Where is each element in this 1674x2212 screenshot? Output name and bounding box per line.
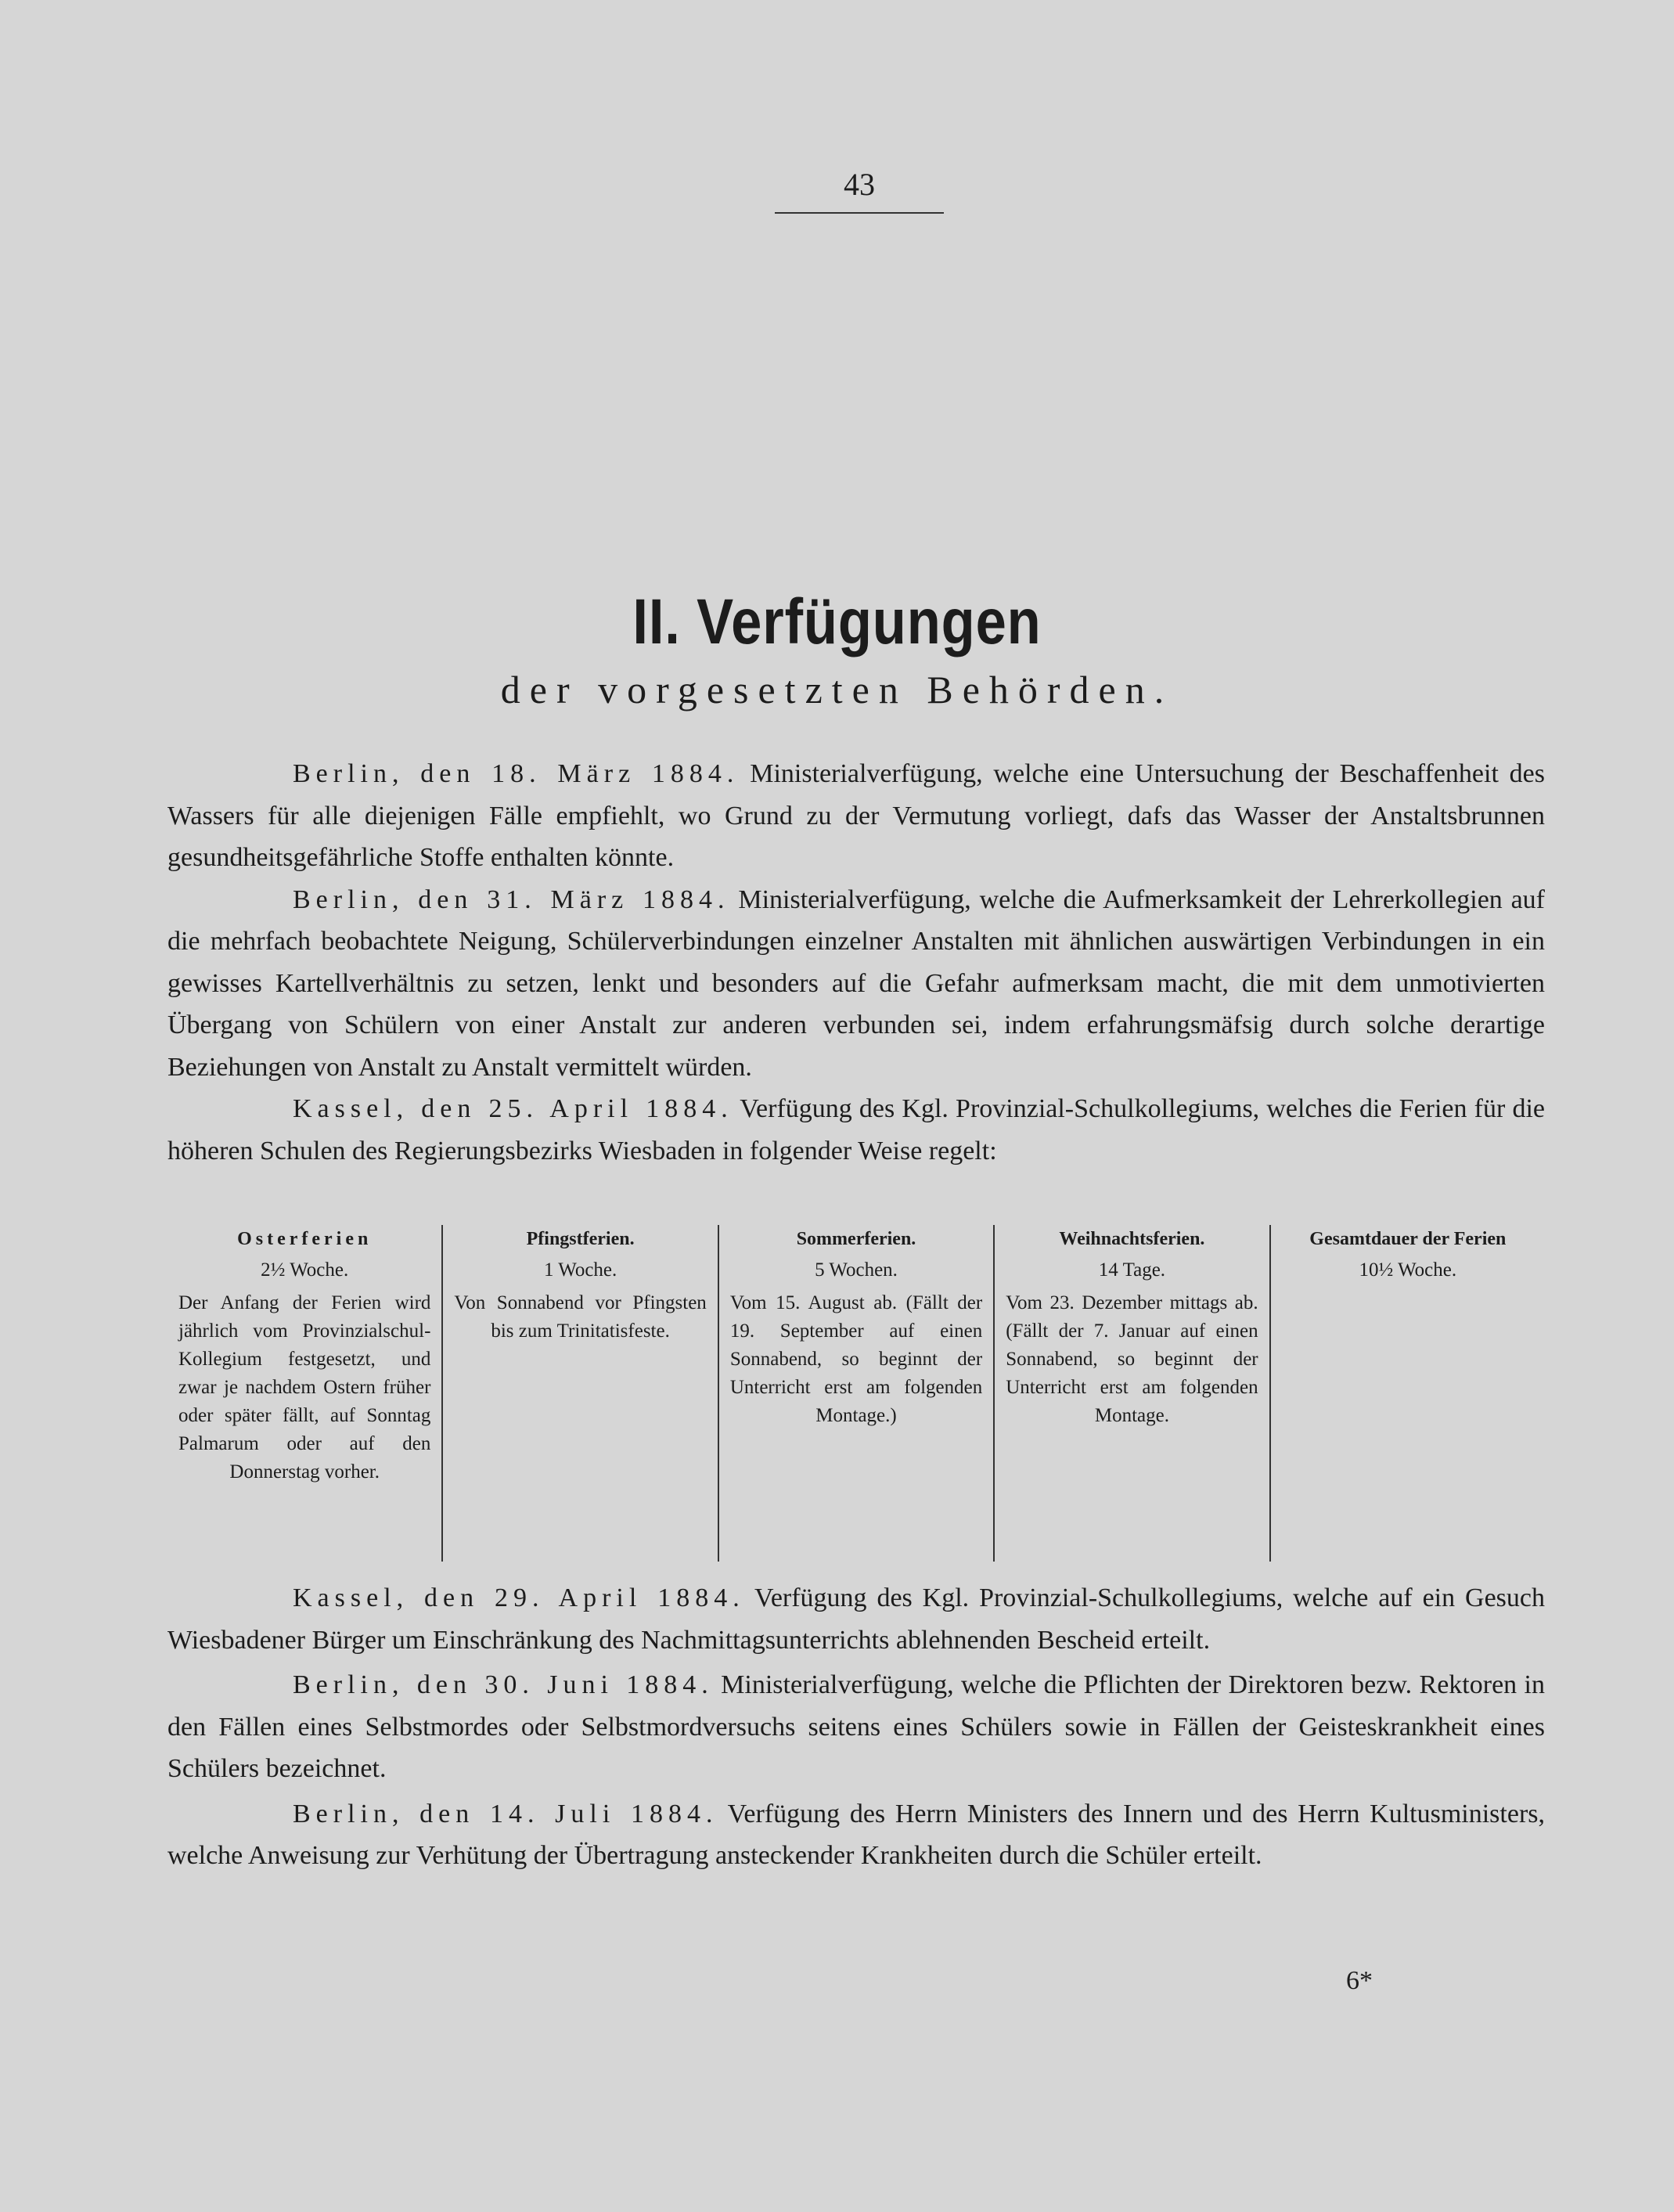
column-description: Der Anfang der Ferien wird jährlich vom Provinzialschul-Kollegium festgesetzt, und zwar je nachdem Ostern früher oder später fällt, auf Sonntag Palmarum oder auf den Donnerstag vorher.: [178, 1292, 431, 1482]
entry-place-date: Berlin, den 14. Juli 1884.: [293, 1799, 718, 1828]
entry-text: Ministerialverfügung, welche eine Untersuchung der Beschaffenheit des Wassers für alle diejenigen Fälle empfiehlt, wo Grund zu der Vermutung vorliegt, dafs das Wasser der Anstaltsbrunnen gesundheitsgefährliche Stoffe enthalten könnte.: [167, 759, 1545, 872]
section-subheading: der vorgesetzten Behörden.: [500, 668, 1174, 712]
column-header: Sommerferien.: [796, 1229, 916, 1249]
entry-text: Ministerialverfügung, welche die Aufmerksamkeit der Lehrerkollegien auf die mehrfach beobachtete Neigung, Schülerverbindungen einzelner Anstalten mit ähnlichen auswärtigen Verbindungen in ein gewisses Kartellverhältnis zu setzen, lenkt und besonders auf die Gefahr aufmerksam macht, die mit dem unmotivierten Übergang von Schülern von einer Anstalt zur anderen verbunden sei, indem erfahrungsmäfsig durch solche derartige Beziehungen von Anstalt zu Anstalt vermittelt würden.: [167, 884, 1546, 1082]
entries-bottom: [167, 1577, 1545, 1877]
entry-paragraph: [167, 1793, 1545, 1877]
column-header: Weihnachtsferien.: [1059, 1229, 1205, 1249]
table-column-gesamtdauer: [1269, 1225, 1545, 1562]
table-column-sommerferien: [718, 1225, 993, 1562]
entries-top: [167, 753, 1545, 1172]
column-header: Osterferien: [237, 1229, 373, 1249]
entry-text: Verfügung des Herrn Ministers des Innern und des Herrn Kultusministers, welche Anweisung zur Verhütung der Übertragung ansteckender Krankheiten durch die Schüler erteilt.: [167, 1799, 1546, 1870]
column-duration: 14 Tage.: [1098, 1259, 1166, 1281]
entry-text: Verfügung des Kgl. Provinzial-Schulkollegiums, welches die Ferien für die höheren Schulen des Regierungsbezirks Wiesbaden in folgender Weise regelt:: [167, 1094, 1545, 1165]
column-duration: 1 Woche.: [543, 1259, 617, 1281]
table-column-pfingstferien: [441, 1225, 717, 1562]
entry-text: Ministerialverfügung, welche die Pflichten der Direktoren bezw. Rektoren in den Fällen eines Selbstmordes oder Selbstmordversuchs seitens eines Schülers sowie in Fällen der Geisteskrankheit eines Schülers bezeichnet.: [167, 1670, 1545, 1783]
page-number: 43: [775, 166, 944, 214]
entry-paragraph: [167, 1577, 1545, 1661]
column-duration: 5 Wochen.: [815, 1259, 898, 1281]
entry-paragraph: [167, 879, 1545, 1089]
column-description: Vom 15. August ab. (Fällt der 19. September auf einen Sonnabend, so beginnt der Unterricht erst am folgenden Montage.): [729, 1292, 983, 1426]
column-description: Von Sonnabend vor Pfingsten bis zum Trinitatisfeste.: [454, 1292, 707, 1342]
entry-place-date: Berlin, den 31. März 1884.: [293, 884, 730, 914]
column-duration: 2½ Woche.: [261, 1259, 349, 1281]
section-heading: II. Verfügungen: [632, 586, 1042, 657]
signature-mark: 6*: [1346, 1966, 1373, 1995]
column-duration: 10½ Woche.: [1359, 1259, 1457, 1281]
column-header: Pfingstferien.: [526, 1229, 635, 1249]
table-column-weihnachtsferien: [993, 1225, 1269, 1562]
entry-place-date: Berlin, den 30. Juni 1884.: [293, 1670, 714, 1699]
entry-place-date: Kassel, den 29. April 1884.: [293, 1583, 745, 1612]
entry-place-date: Kassel, den 25. April 1884.: [293, 1094, 733, 1123]
ferien-table: [167, 1225, 1545, 1562]
column-header: Gesamtdauer der Ferien: [1309, 1229, 1507, 1249]
column-description: Vom 23. Dezember mittags ab. (Fällt der 7. Januar auf einen Sonnabend, so beginnt der Unterricht erst am folgenden Montage.: [1006, 1292, 1258, 1426]
table-column-osterferien: [167, 1225, 441, 1562]
entry-text: Verfügung des Kgl. Provinzial-Schulkollegiums, welche auf ein Gesuch Wiesbadener Bürger um Einschränkung des Nachmittagsunterrichts ablehnenden Bescheid erteilt.: [167, 1583, 1545, 1655]
entry-place-date: Berlin, den 18. März 1884.: [293, 759, 740, 788]
entry-paragraph: [167, 1664, 1545, 1790]
entry-paragraph: [167, 1088, 1545, 1172]
entry-paragraph: [167, 753, 1545, 879]
